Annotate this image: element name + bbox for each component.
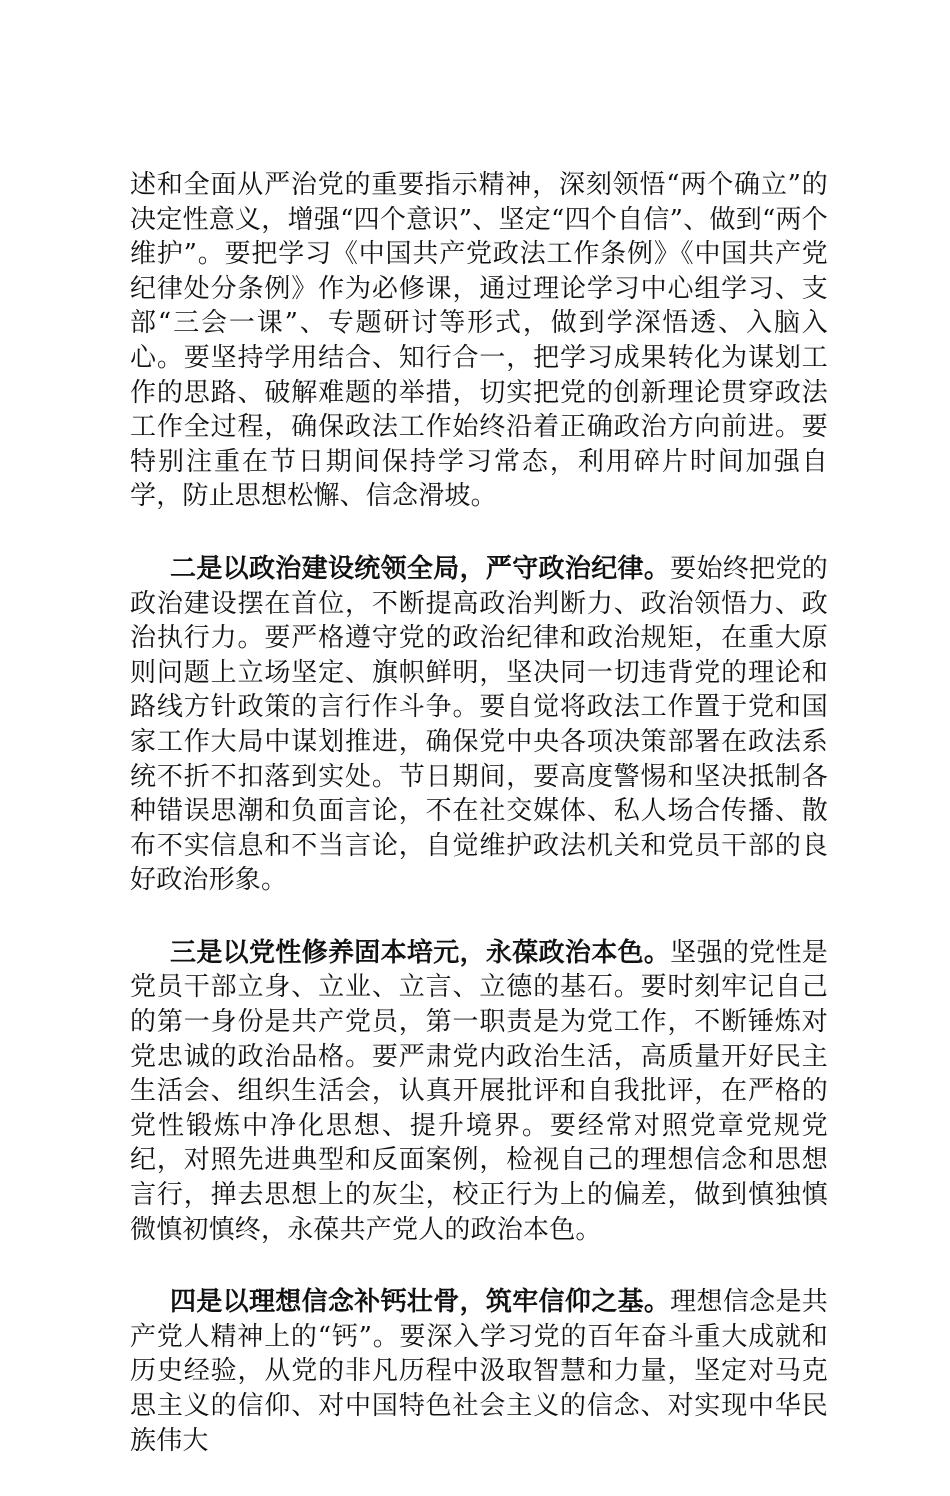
paragraph-point-two — [130, 552, 828, 898]
paragraph-lead-heading: 二是以政治建设统领全局，严守政治纪律。 — [170, 553, 671, 584]
paragraph-lead-heading: 四是以理想信念补钙壮骨，筑牢信仰之基。 — [170, 1287, 671, 1318]
paragraph-lead-heading: 三是以党性修养固本培元，永葆政治本色。 — [170, 937, 671, 968]
paragraph-point-three — [130, 936, 828, 1247]
paragraph-text: 坚强的党性是党员干部立身、立业、立言、立德的基石。要时刻牢记自己的第一身份是共产党员，第一职责是为党工作，不断锤炼对党忠诚的政治品格。要严肃党内政治生活，高质量开好民主生活会、组织生活会，认真开展批评和自我批评，在严格的党性锻炼中净化思想、提升境界。要经常对照党章党规党纪，对照先进典型和反面案例，检视自己的理想信念和思想言行，掸去思想上的灰尘，校正行为上的偏差，做到慎独慎微慎初慎终，永葆共产党人的政治本色。 — [130, 937, 828, 1245]
paragraph-point-four — [130, 1285, 828, 1458]
paragraph-text: 述和全面从严治党的重要指示精神，深刻领悟“两个确立”的决定性意义，增强“四个意识”、坚定“四个自信”、做到“两个维护”。要把学习《中国共产党政法工作条例》《中国共产党纪律处分条例》作为必修课，通过理论学习中心组学习、支部“三会一课”、专题研讨等形式，做到学深悟透、入脑入心。要坚持学用结合、知行合一，把学习成果转化为谋划工作的思路、破解难题的举措，切实把党的创新理论贯穿政法工作全过程，确保政法工作始终沿着正确政治方向前进。要特别注重在节日期间保持学习常态，利用碎片时间加强自学，防止思想松懈、信念滑坡。 — [130, 170, 828, 512]
paragraph-text: 理想信念是共产党人精神上的“钙”。要深入学习党的百年奋斗重大成就和历史经验，从党的非凡历程中汲取智慧和力量，坚定对马克思主义的信仰、对中国特色社会主义的信念、对实现中华民族伟大 — [130, 1287, 828, 1456]
document-body — [130, 168, 828, 1496]
paragraph-text: 要始终把党的政治建设摆在首位，不断提高政治判断力、政治领悟力、政治执行力。要严格遵守党的政治纪律和政治规矩，在重大原则问题上立场坚定、旗帜鲜明，坚决同一切违背党的理论和路线方针政策的言行作斗争。要自觉将政法工作置于党和国家工作大局中谋划推进，确保党中央各项决策部署在政法系统不折不扣落到实处。节日期间，要高度警惕和坚决抵制各种错误思潮和负面言论，不在社交媒体、私人场合传播、散布不实信息和不当言论，自觉维护政法机关和党员干部的良好政治形象。 — [130, 553, 828, 896]
paragraph-continuation — [130, 168, 828, 514]
